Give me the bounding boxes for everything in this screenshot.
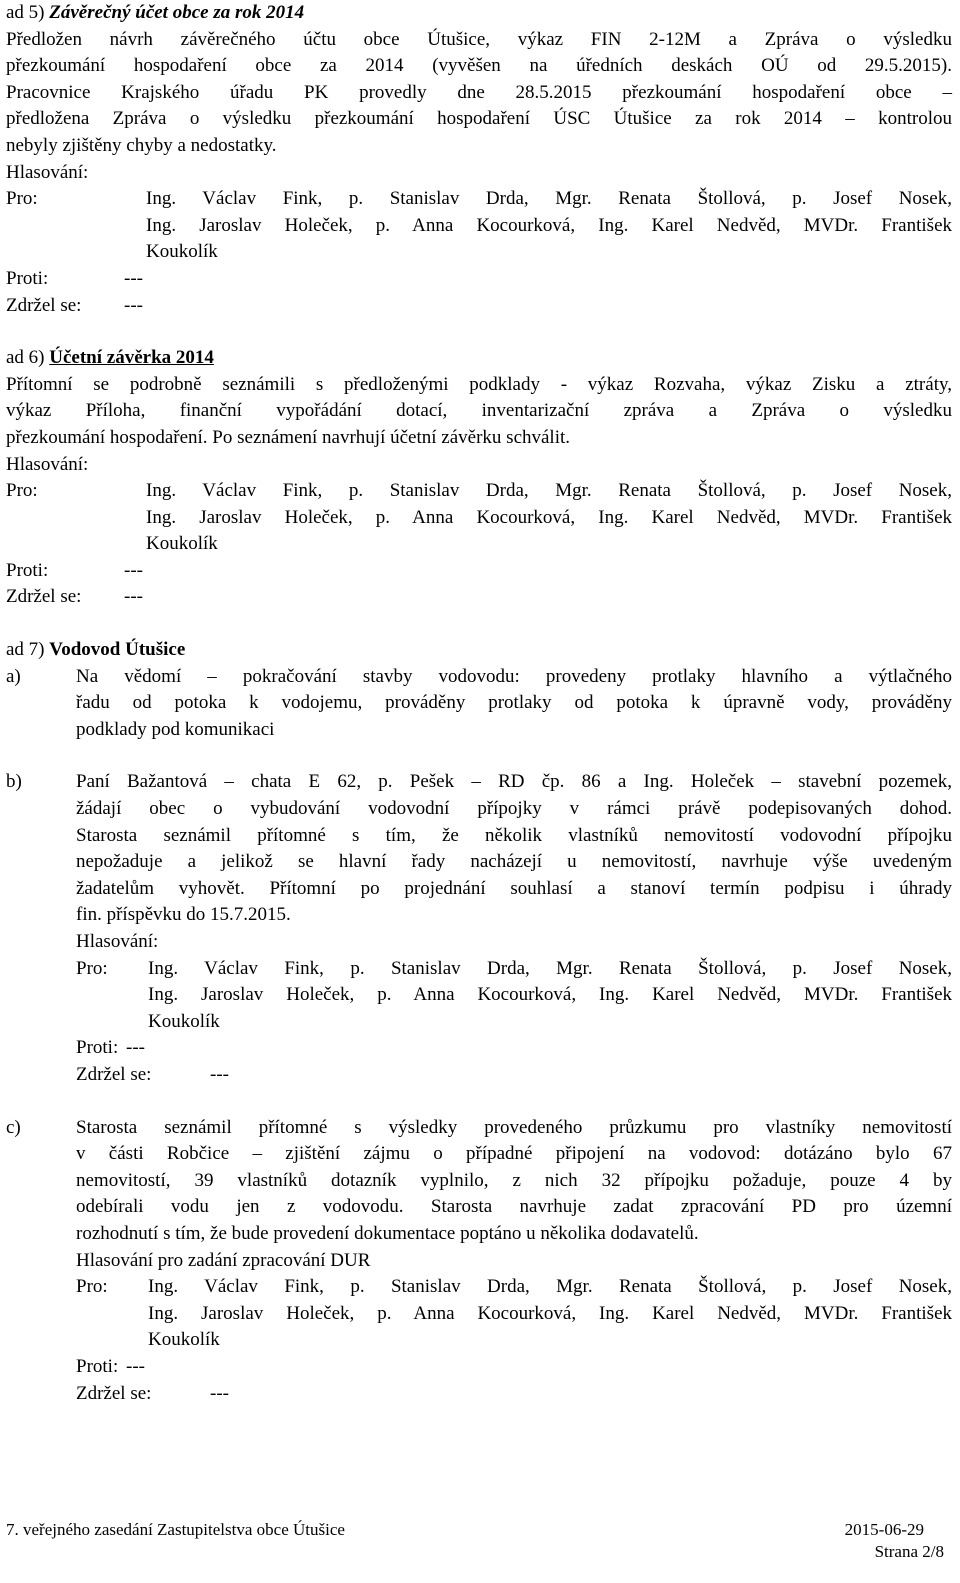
vote-title: Hlasování: bbox=[6, 453, 89, 475]
vote-proti-value: --- bbox=[124, 267, 143, 289]
names-line: Ing. Jaroslav Holeček, p. Anna Kocourková, Ing. Karel Nedvěd, MVDr. František bbox=[148, 984, 952, 1006]
vote-pro-row bbox=[6, 186, 952, 266]
text-line: Na vědomí – pokračování stavby vodovodu: provedeny protlaky hlavního a výtlačného bbox=[76, 665, 952, 687]
vote-proti-label: Proti: bbox=[6, 559, 49, 581]
footer-row bbox=[6, 1519, 952, 1541]
text-line: Přítomní se podrobně seznámili s předloženými podklady - výkaz Rozvaha, výkaz Zisku a ztráty, bbox=[6, 373, 952, 395]
section-6-text bbox=[6, 372, 952, 452]
item-b-body bbox=[76, 769, 952, 1088]
text-line: Starosta seznámil přítomné s výsledky provedeného průzkumu pro vlastníky nemovitostí bbox=[76, 1116, 952, 1138]
text-line: Předložen návrh závěrečného účtu obce Útušice, výkaz FIN 2-12M a Zpráva o výsledku bbox=[6, 28, 952, 50]
item-b bbox=[6, 769, 952, 1088]
item-a bbox=[6, 664, 952, 744]
text-line: žádají obec o vybudování vodovodní přípojky v rámci právě podepisovaných dohod. bbox=[76, 798, 952, 820]
vote-pro-names bbox=[146, 186, 952, 266]
vote-proti-label: Proti: bbox=[76, 1355, 119, 1377]
section-6-heading bbox=[6, 345, 952, 372]
vote-proti-label: Proti: bbox=[76, 1037, 119, 1059]
vote-proti-row bbox=[6, 266, 952, 293]
vote-title: Hlasování: bbox=[76, 931, 159, 952]
vote-pro-names bbox=[148, 1274, 952, 1354]
text-line: předložena Zpráva o výsledku přezkoumání hospodaření ÚSC Útušice za rok 2014 – kontrolou bbox=[6, 108, 952, 130]
names-line: Ing. Jaroslav Holeček, p. Anna Kocourková, Ing. Karel Nedvěd, MVDr. František bbox=[148, 1302, 952, 1324]
section-6-title: Účetní závěrka 2014 bbox=[49, 347, 214, 369]
text-line: výkaz Příloha, finanční vypořádání dotací, inventarizační zpráva a Zpráva o výsledku bbox=[6, 400, 952, 422]
item-c-body bbox=[76, 1115, 952, 1408]
vote-pro-label: Pro: bbox=[6, 480, 38, 502]
vote-proti-value: --- bbox=[124, 559, 143, 581]
text-line: nebyly zjištěny chyby a nedostatky. bbox=[6, 134, 277, 156]
item-a-text bbox=[76, 664, 952, 744]
vote-pro-label: Pro: bbox=[76, 957, 108, 979]
vote-proti-value: --- bbox=[126, 1355, 145, 1377]
section-7-heading bbox=[6, 637, 952, 664]
vote-pro-names bbox=[148, 956, 952, 1036]
item-a-mark: a) bbox=[6, 665, 21, 687]
text-line: přezkoumání hospodaření obce za 2014 (vyvěšen na úředních deskách OÚ od 29.5.2015). bbox=[6, 55, 952, 77]
footer-date: 2015-06-29 bbox=[844, 1520, 924, 1539]
names-line: Ing. Václav Fink, p. Stanislav Drda, Mgr. Renata Štollová, p. Josef Nosek, bbox=[148, 957, 952, 979]
footer-meeting: 7. veřejného zasedání Zastupitelstva obce Útušice bbox=[6, 1520, 345, 1539]
spacer bbox=[6, 1089, 952, 1115]
vote-zdrzel-value: --- bbox=[210, 1382, 229, 1404]
page-footer bbox=[6, 1519, 952, 1563]
vote-pro-row bbox=[76, 956, 952, 1036]
footer-page-number: Strana 2/8 bbox=[874, 1542, 944, 1561]
vote-zdrzel-label: Zdržel se: bbox=[6, 294, 82, 316]
text-line: fin. příspěvku do 15.7.2015. bbox=[76, 904, 291, 926]
vote-proti-row bbox=[6, 558, 952, 585]
vote-zdrzel-label: Zdržel se: bbox=[76, 1382, 152, 1404]
section-5-heading bbox=[6, 0, 952, 27]
vote-title: Hlasování: bbox=[6, 161, 89, 183]
names-line: Ing. Václav Fink, p. Stanislav Drda, Mgr. Renata Štollová, p. Josef Nosek, bbox=[146, 480, 952, 502]
names-line: Koukolík bbox=[146, 533, 218, 555]
text-line: Pracovnice Krajského úřadu PK provedly dne 28.5.2015 přezkoumání hospodaření obce – bbox=[6, 81, 952, 103]
vote-zdrzel-row bbox=[6, 584, 952, 611]
text-line: žadatelům vyhovět. Přítomní po projednání souhlasí a stanoví termín podpisu i úhrady bbox=[76, 877, 952, 899]
section-5-number: ad 5) bbox=[6, 2, 45, 23]
section-5-title: Závěrečný účet obce za rok 2014 bbox=[49, 2, 305, 23]
item-b-mark: b) bbox=[6, 771, 22, 793]
spacer bbox=[6, 743, 952, 769]
text-line: Paní Bažantová – chata E 62, p. Pešek – RD čp. 86 a Ing. Holeček – stavební pozemek, bbox=[76, 771, 952, 793]
vote-block-s5 bbox=[6, 160, 952, 320]
text-line: podklady pod komunikaci bbox=[76, 718, 275, 740]
vote-proti-value: --- bbox=[126, 1037, 145, 1059]
vote-zdrzel-row bbox=[6, 293, 952, 320]
vote-proti-row bbox=[76, 1035, 952, 1062]
vote-zdrzel-label: Zdržel se: bbox=[76, 1063, 152, 1085]
names-line: Ing. Václav Fink, p. Stanislav Drda, Mgr. Renata Štollová, p. Josef Nosek, bbox=[146, 188, 952, 210]
item-c-mark: c) bbox=[6, 1116, 21, 1138]
text-line: rozhodnutí s tím, že bude provedení dokumentace poptáno u několika dodavatelů. bbox=[76, 1222, 699, 1244]
item-c bbox=[6, 1115, 952, 1408]
vote-zdrzel-row bbox=[76, 1381, 952, 1408]
vote-pro-row bbox=[6, 478, 952, 558]
vote-pro-label: Pro: bbox=[76, 1276, 108, 1298]
text-line: Starosta seznámil přítomné s tím, že několik vlastníků nemovitostí vodovodní přípojku bbox=[76, 824, 952, 846]
vote-pro-row bbox=[76, 1274, 952, 1354]
section-5-text bbox=[6, 27, 952, 160]
vote-zdrzel-label: Zdržel se: bbox=[6, 586, 82, 608]
names-line: Ing. Václav Fink, p. Stanislav Drda, Mgr. Renata Štollová, p. Josef Nosek, bbox=[148, 1276, 952, 1298]
text-line: řadu od potoka k vodojemu, prováděny protlaky od potoka k úpravně vody, prováděny bbox=[76, 692, 952, 714]
vote-proti-label: Proti: bbox=[6, 267, 49, 289]
vote-zdrzel-value: --- bbox=[124, 586, 143, 608]
section-7-number: ad 7) bbox=[6, 639, 45, 661]
section-6-number: ad 6) bbox=[6, 347, 45, 369]
document-page bbox=[6, 0, 952, 1407]
vote-block-s7c bbox=[76, 1248, 952, 1408]
text-line: nepožaduje a jelikož se hlavní řady nacházejí u nemovitostí, navrhuje výše uvedeným bbox=[76, 851, 952, 873]
vote-zdrzel-row bbox=[76, 1062, 952, 1089]
spacer bbox=[6, 611, 952, 637]
vote-proti-row bbox=[76, 1354, 952, 1381]
text-line: v části Robčice – zjištění zájmu o případné připojení na vodovod: dotázáno bylo 67 bbox=[76, 1143, 952, 1165]
names-line: Koukolík bbox=[146, 241, 218, 263]
vote-block-s7b bbox=[76, 929, 952, 1089]
text-line: odebírali vodu jen z vodovodu. Starosta navrhuje zadat zpracování PD pro územní bbox=[76, 1196, 952, 1218]
section-7-title: Vodovod Útušice bbox=[49, 639, 186, 661]
vote-pro-names bbox=[146, 478, 952, 558]
vote-zdrzel-value: --- bbox=[124, 294, 143, 316]
text-line: nemovitostí, 39 vlastníků dotazník vyplnilo, z nich 32 přípojku požaduje, pouze 4 by bbox=[76, 1169, 952, 1191]
vote-title: Hlasování pro zadání zpracování DUR bbox=[76, 1249, 371, 1271]
names-line: Ing. Jaroslav Holeček, p. Anna Kocourková, Ing. Karel Nedvěd, MVDr. František bbox=[146, 506, 952, 528]
names-line: Koukolík bbox=[148, 1010, 220, 1032]
vote-block-s6 bbox=[6, 452, 952, 612]
text-line: přezkoumání hospodaření. Po seznámení navrhují účetní závěrku schválit. bbox=[6, 426, 571, 448]
vote-zdrzel-value: --- bbox=[210, 1063, 229, 1085]
names-line: Ing. Jaroslav Holeček, p. Anna Kocourková, Ing. Karel Nedvěd, MVDr. František bbox=[146, 214, 952, 236]
vote-pro-label: Pro: bbox=[6, 188, 38, 210]
spacer bbox=[6, 319, 952, 345]
names-line: Koukolík bbox=[148, 1329, 220, 1351]
